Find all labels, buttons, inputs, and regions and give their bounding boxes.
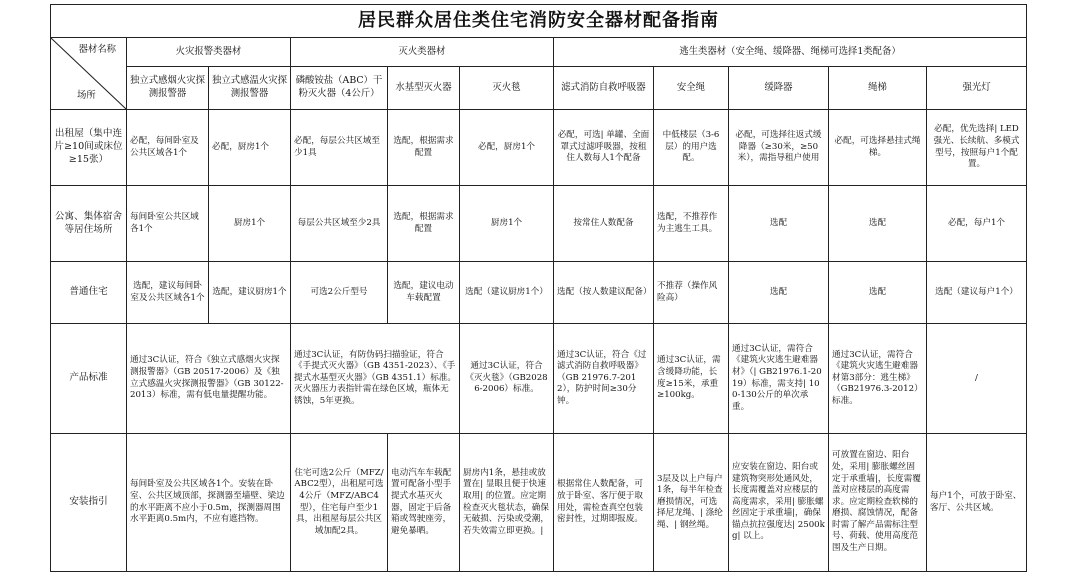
group-fire-alarm: 火灾报警类器材 [127, 38, 291, 67]
table-cell: 必配，可选| 单罐、全面罩式过滤呼吸器，按租住人数每人1个配备 [554, 110, 654, 186]
table-cell: 通过3C认证，符合《过滤式消防自救呼吸器》（GB 21976.7-2012），防护时间≥30分钟。 [554, 324, 654, 434]
table-cell: 通过3C认证，有防伪码扫描验证，符合《手提式灭火器》（GB 4351-2023）、《手提式水基型灭火器》（GB 4351.1）标准。灭火器压力表指针需在绿色区域，瓶体无锈蚀，5年更换。 [291, 324, 460, 434]
table-cell: 通过3C认证，需符合《建筑火灾逃生避难器材》（| GB21976.1-2019）标准，需支持| 100-130公斤的单次承重。 [729, 324, 829, 434]
table-cell: 厨房1个 [460, 186, 554, 262]
column-header: 磷酸铵盐（ABC）干粉灭火器（4公斤） [291, 67, 388, 110]
table-cell: 通过3C认证，符合《独立式感烟火灾探测报警器》（GB 20517-2006）及《独立式感温火灾探测报警器》（GB 30122-2013）标准，需有低电量提醒功能。 [127, 324, 291, 434]
table-cell: 选配 [729, 186, 829, 262]
corner-place-label: 场所 [77, 90, 96, 102]
page-title: 居民群众居住类住宅消防安全器材配备指南 [51, 5, 1027, 38]
table-cell: 选配 [829, 262, 927, 324]
guide-document [50, 4, 1026, 572]
table-cell: 选配 [729, 262, 829, 324]
table-cell: 必配，厨房1个 [460, 110, 554, 186]
column-header: 绳梯 [829, 67, 927, 110]
table-row [51, 324, 1027, 434]
column-header: 灭火毯 [460, 67, 554, 110]
column-header: 安全绳 [654, 67, 729, 110]
table-cell: 选配（建议厨房1个） [460, 262, 554, 324]
table-cell: 可放置在窗边、阳台处，采用| 膨胀螺丝固定于承重墙|，长度需覆盖对应楼层的高度需求。应定期检查软梯的磨损、腐蚀情况，配备时需了解产品需标注型号、荷载、使用高度范围及生产日期。 [829, 434, 927, 572]
row-label-standard: 产品标准 [51, 324, 127, 434]
table-cell: 应安装在窗边、阳台或建筑物突形处通风处，长度需覆盖对应楼层的高度需求，采用| 膨胀螺丝固定于承重墙|，确保锚点抗拉强度达| 2500kg| 以上。 [729, 434, 829, 572]
table-row [51, 434, 1027, 572]
table-cell: 必配，每层公共区域至少1具 [291, 110, 388, 186]
table-cell: 必配，厨房1个 [209, 110, 291, 186]
table-row [51, 186, 1027, 262]
row-label-residence: 普通住宅 [51, 262, 127, 324]
table-cell: 选配（建议每户1个） [927, 262, 1027, 324]
corner-equipment-label: 器材名称 [78, 44, 116, 55]
table-cell: 住宅可选2公斤（MFZ/ABC2型），出租屋可选4公斤（MFZ/ABC4型），住宅每户至少1具，出租屋每层公共区域加配2具。 [291, 434, 388, 572]
row-label-installation: 安装指引 [51, 434, 127, 572]
table-cell: 必配，每间卧室及公共区域各1个 [127, 110, 209, 186]
row-label-apartment: 公寓、集体宿舍等居住场所 [51, 186, 127, 262]
table-cell: 可选2公斤型号 [291, 262, 388, 324]
table-cell: 选配，根据需求配置 [388, 186, 460, 262]
table-cell: 每间卧室公共区域各1个 [127, 186, 209, 262]
column-header: 独立式感烟火灾探测报警器 [127, 67, 209, 110]
column-header: 强光灯 [927, 67, 1027, 110]
table-cell: 选配，建议厨房1个 [209, 262, 291, 324]
corner-header [51, 38, 127, 110]
group-escape: 逃生类器材（安全绳、缓降器、绳梯可选择1类配备） [554, 38, 1027, 67]
table-cell: 按常住人数配备 [554, 186, 654, 262]
table-cell: 选配，建议每间卧室及公共区域各1个 [127, 262, 209, 324]
row-label-rental: 出租屋（集中连片≥10间或床位≥15张） [51, 110, 127, 186]
table-cell: 选配，根据需求配置 [388, 110, 460, 186]
table-cell: 电动汽车车载配置可配备小型手提式水基灭火器，固定于后备箱或驾驶座旁，避免暴晒。 [388, 434, 460, 572]
column-header: 独立式感温火灾探测报警器 [209, 67, 291, 110]
table-cell: 每层公共区域至少2具 [291, 186, 388, 262]
table-cell: 每间卧室及公共区域各1个。安装在卧室、公共区域顶部，探测器至墙壁、梁边的水平距离不应小于0.5m，探测器周围水平距离0.5m内，不应有遮挡物。 [127, 434, 291, 572]
column-header: 滤式消防自救呼吸器 [554, 67, 654, 110]
table-cell: 选配（按人数建议配备） [554, 262, 654, 324]
group-extinguish: 灭火类器材 [291, 38, 554, 67]
table-cell: 选配，建议电动车载配置 [388, 262, 460, 324]
column-header: 缓降器 [729, 67, 829, 110]
table-cell: 通过3C认证，需含缓降功能，长度≥15米，承重≥100kg。 [654, 324, 729, 434]
table-row [51, 262, 1027, 324]
table-cell: 通过3C认证，需符合《建筑火灾逃生避难器材第3部分：逃生梯》（GB21976.3-2012）标准。 [829, 324, 927, 434]
table-cell: 必配，优先选择| LED强光、长续航、多模式型号，按照每户1个配置。 [927, 110, 1027, 186]
equipment-table [50, 4, 1027, 572]
table-cell: 厨房内1条，悬挂或放置在| 显眼且便于快速取用| 的位置。应定期检查灭火毯状态，确保无破损、污染或受潮，若失效需立即更换。| [460, 434, 554, 572]
table-cell: 必配，可选择往返式缓降器（≥30米，≥50米），需指导租户使用 [729, 110, 829, 186]
table-cell: 中低楼层（3-6层）的用户选配。 [654, 110, 729, 186]
table-cell: 通过3C认证，符合《灭火毯》（GB20286-2006）标准。 [460, 324, 554, 434]
table-cell: 3层及以上户每户1条，每半年检查磨损情况，可选择尼龙绳、| 涤纶绳、| 钢丝绳。 [654, 434, 729, 572]
table-cell: 必配，可选择悬挂式绳梯。 [829, 110, 927, 186]
table-cell: 必配，每户1个 [927, 186, 1027, 262]
table-cell: 厨房1个 [209, 186, 291, 262]
table-cell: 根据常住人数配备，可放于卧室、客厅便于取用处，需检查真空包装密封性，过期即报废。 [554, 434, 654, 572]
column-header: 水基型灭火器 [388, 67, 460, 110]
table-row [51, 110, 1027, 186]
table-cell: / [927, 324, 1027, 434]
table-cell: 选配，不推荐作为主逃生工具。 [654, 186, 729, 262]
table-cell: 每户1个，可放于卧室、客厅、公共区域。 [927, 434, 1027, 572]
table-cell: 不推荐（操作风险高） [654, 262, 729, 324]
table-cell: 选配 [829, 186, 927, 262]
